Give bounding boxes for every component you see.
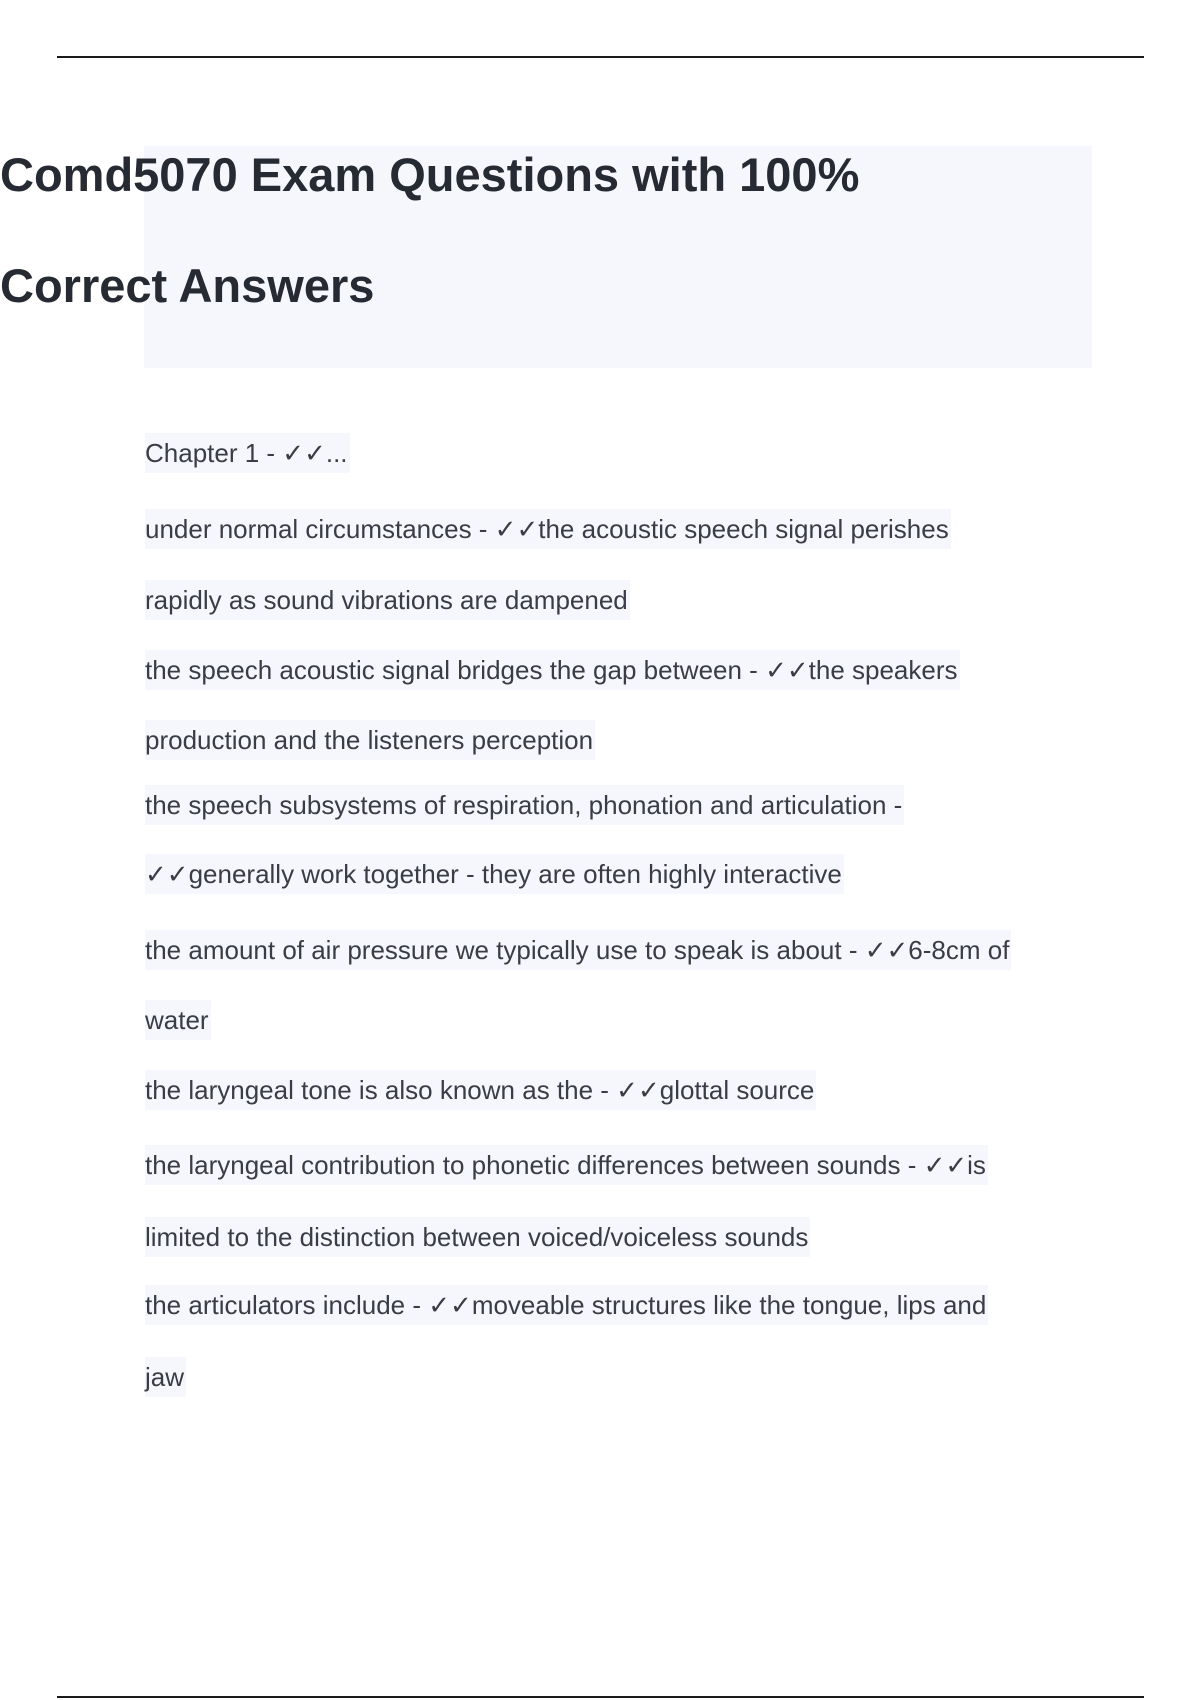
qa-line: the speech subsystems of respiration, phonation and articulation - <box>145 792 1145 818</box>
qa-line: the speech acoustic signal bridges the gap between - ✓✓the speakers <box>145 657 1145 683</box>
title-line-1: Comd5070 Exam Questions with 100% <box>0 148 860 201</box>
qa-line: under normal circumstances - ✓✓the acoustic speech signal perishes <box>145 516 1145 542</box>
qa-line: limited to the distinction between voiced/voiceless sounds <box>145 1224 1145 1250</box>
qa-line: ✓✓generally work together - they are often highly interactive <box>145 861 1145 887</box>
qa-line: jaw <box>145 1364 1145 1390</box>
qa-line: water <box>145 1007 1145 1033</box>
qa-line: production and the listeners perception <box>145 727 1145 753</box>
qa-line: the laryngeal tone is also known as the - ✓✓glottal source <box>145 1077 1145 1103</box>
qa-line: rapidly as sound vibrations are dampened <box>145 587 1145 613</box>
qa-line: the articulators include - ✓✓moveable structures like the tongue, lips and <box>145 1292 1145 1318</box>
qa-line: the laryngeal contribution to phonetic differences between sounds - ✓✓is <box>145 1152 1145 1178</box>
title-line-2: Correct Answers <box>0 259 375 312</box>
chapter-heading: Chapter 1 - ✓✓... <box>145 440 1145 466</box>
qa-line: the amount of air pressure we typically use to speak is about - ✓✓6-8cm of <box>145 937 1145 963</box>
header-rule <box>57 56 1144 58</box>
footer-rule <box>57 1696 1144 1698</box>
